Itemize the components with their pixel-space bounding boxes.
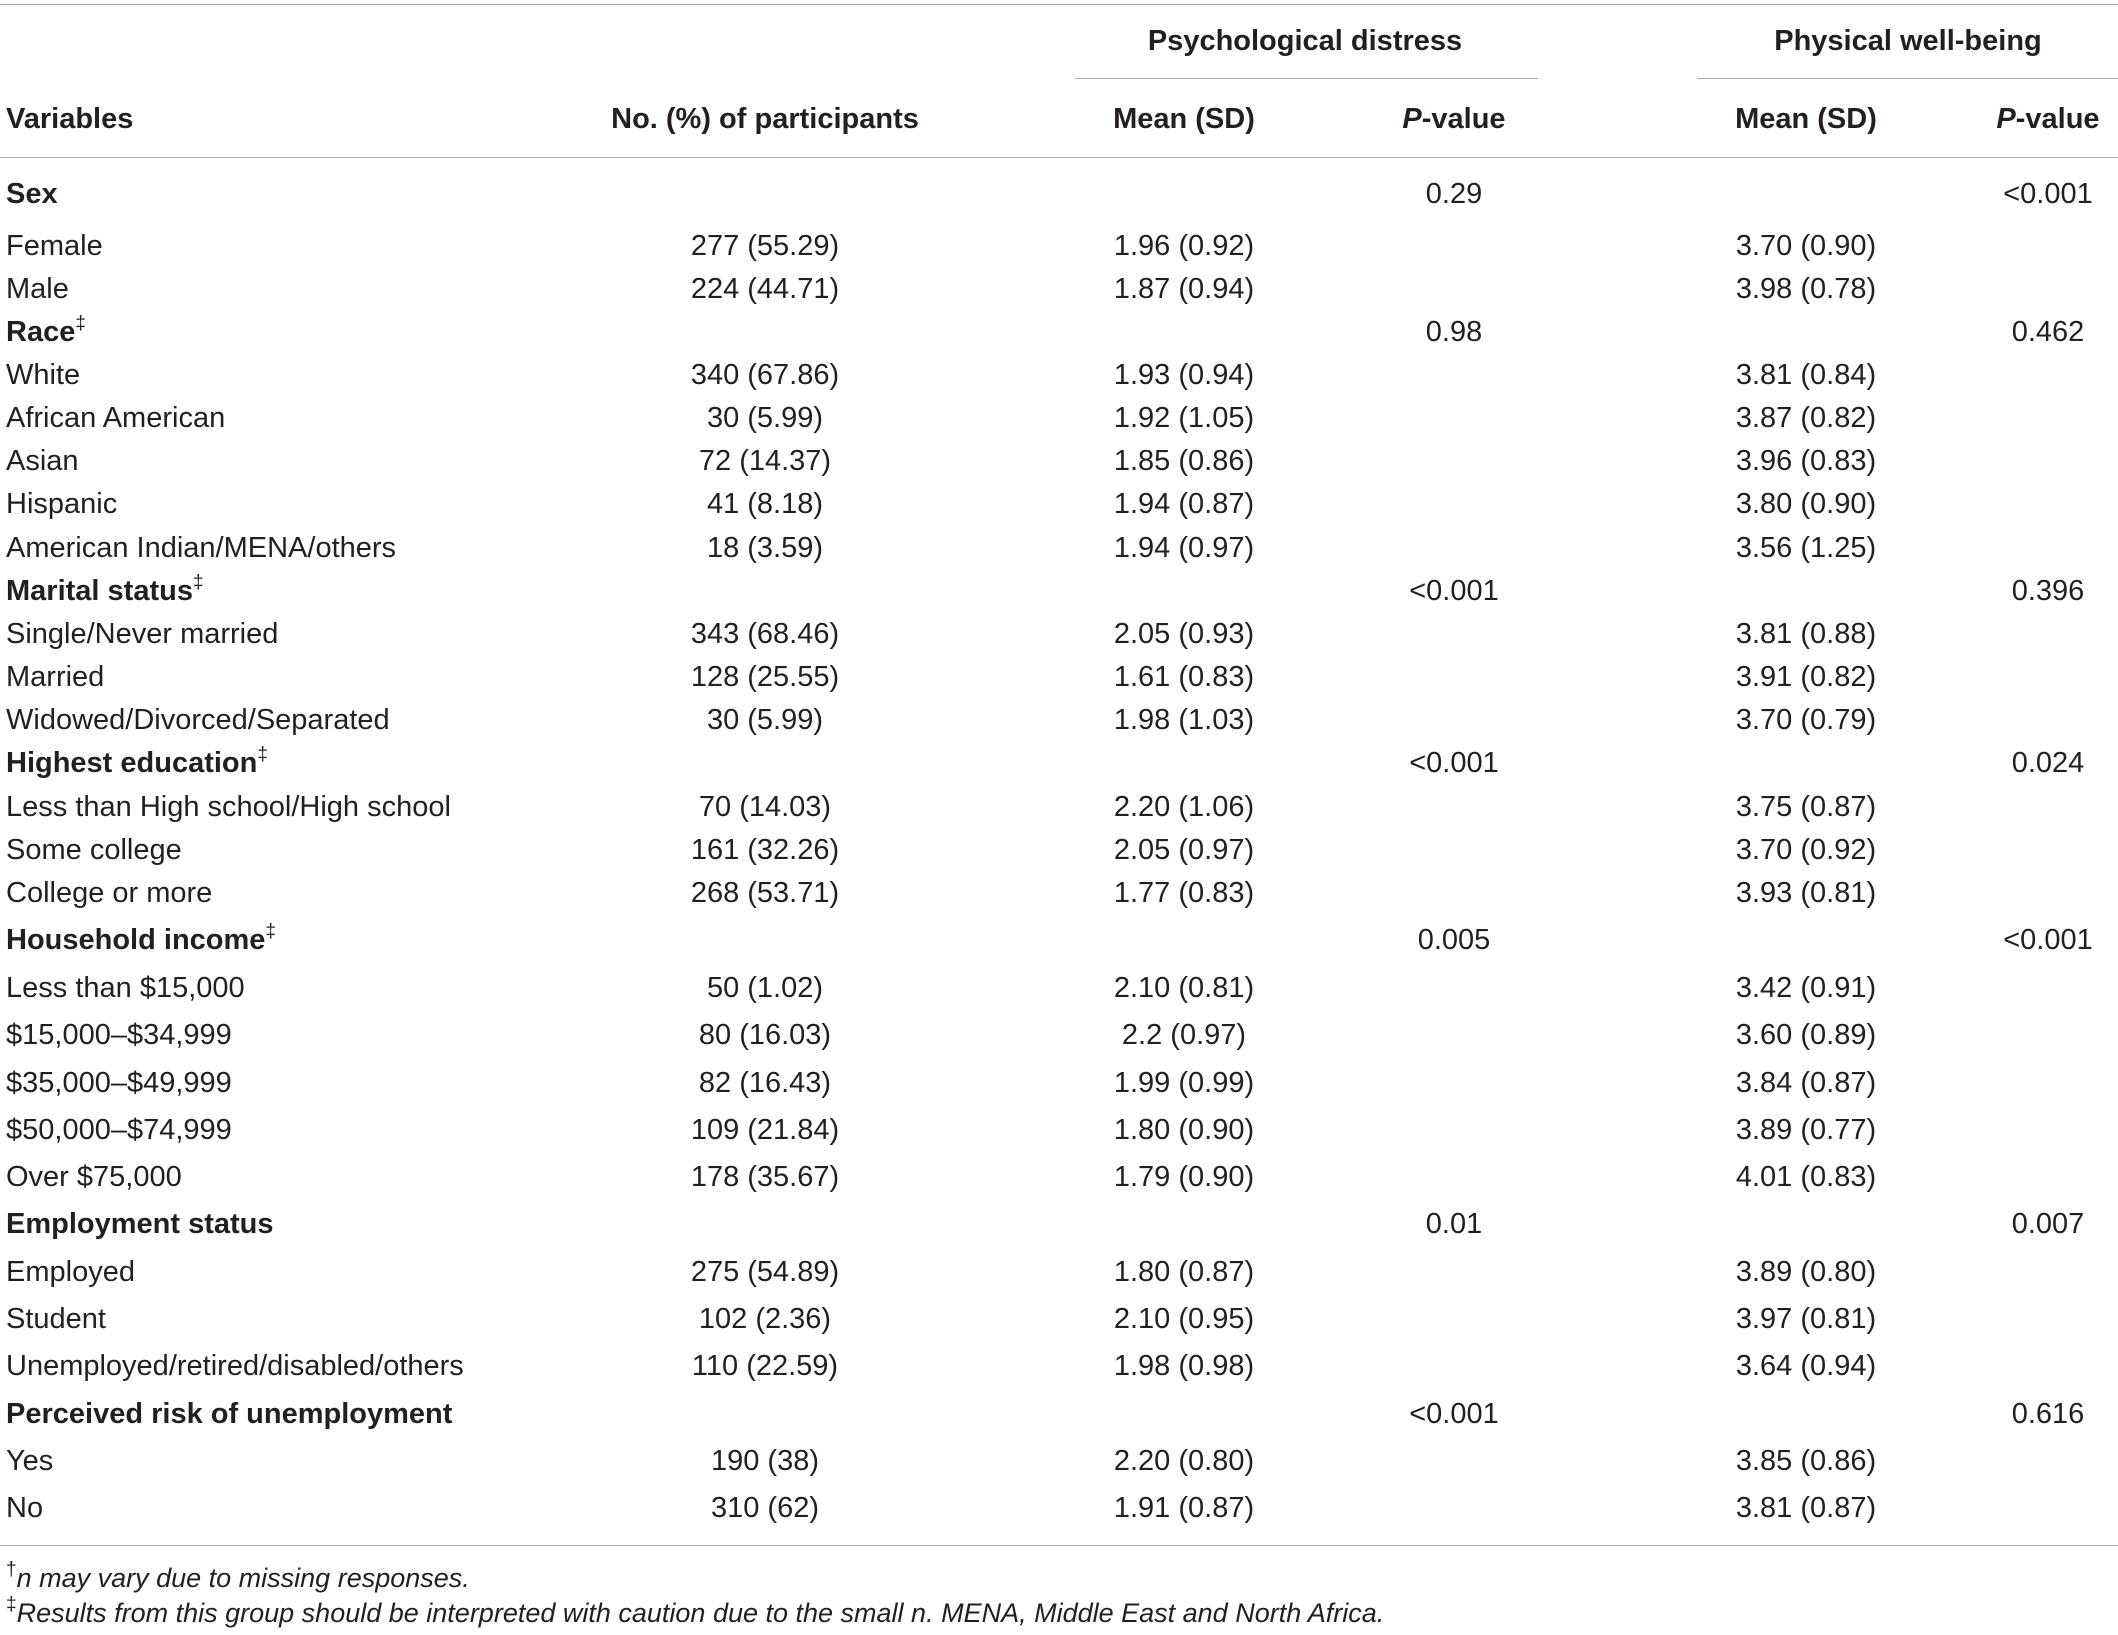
- psych-mean-cell-text: 1.80 (0.87): [1113, 1256, 1255, 1288]
- psych-mean-cell-text: 1.93 (0.94): [1113, 359, 1255, 391]
- phys-p-cell-text: 0.024: [2011, 747, 2085, 779]
- psych-mean-cell: [1034, 358, 1334, 392]
- row-label: [6, 703, 390, 737]
- footnote-marker: ‡: [265, 921, 276, 942]
- participants-cell: [505, 1444, 1025, 1478]
- phys-p-cell: [1918, 1207, 2118, 1241]
- participants-cell: [505, 1066, 1025, 1100]
- phys-mean-cell: [1656, 1444, 1956, 1478]
- footnote-text: n may vary due to missing responses.: [16, 1563, 470, 1593]
- section-label: [6, 1397, 452, 1431]
- row-label-text: Married: [6, 661, 105, 693]
- phys-mean-cell: [1656, 660, 1956, 694]
- row-label-text: Less than High school/High school: [6, 791, 451, 823]
- psych-mean-cell: [1034, 833, 1334, 867]
- psych-mean-cell: [1034, 401, 1334, 435]
- psych-mean-cell: [1034, 1444, 1334, 1478]
- psych-p-cell-text: <0.001: [1409, 1398, 1499, 1430]
- row-label: [6, 487, 117, 521]
- participants-cell: [505, 358, 1025, 392]
- psych-p-cell-text: <0.001: [1409, 575, 1499, 607]
- p-letter: P: [1996, 103, 2016, 135]
- participants-cell: [505, 617, 1025, 651]
- psych-p-cell-text: <0.001: [1409, 747, 1499, 779]
- phys-mean-cell-text: 3.97 (0.81): [1735, 1303, 1877, 1335]
- section-label: [6, 923, 276, 957]
- phys-mean-cell-text: 3.89 (0.80): [1735, 1256, 1877, 1288]
- row-label: [6, 971, 245, 1005]
- psych-mean-cell: [1034, 1349, 1334, 1383]
- group-header-physical-well-being: Physical well-being: [1774, 25, 2042, 57]
- phys-p-cell-text: <0.001: [2003, 924, 2093, 956]
- psych-mean-cell: [1034, 1066, 1334, 1100]
- section-label-text: Household income: [6, 924, 266, 956]
- footnote-marker: ‡: [75, 313, 86, 334]
- phys-mean-cell-text: 3.85 (0.86): [1735, 1445, 1877, 1477]
- psych-mean-cell-text: 1.61 (0.83): [1113, 661, 1255, 693]
- phys-mean-cell-text: 3.89 (0.77): [1735, 1114, 1877, 1146]
- participants-cell-text: 70 (14.03): [698, 791, 832, 823]
- psych-p-cell-text: 0.29: [1425, 178, 1483, 210]
- phys-mean-cell: [1656, 833, 1956, 867]
- footnote-symbol: ‡: [6, 1594, 17, 1615]
- participants-cell: [505, 876, 1025, 910]
- phys-mean-cell: [1656, 790, 1956, 824]
- row-label: [6, 660, 104, 694]
- phys-p-cell-text: <0.001: [2003, 178, 2093, 210]
- section-label: [6, 315, 86, 349]
- footnote-symbol: †: [6, 1559, 17, 1580]
- phys-mean-cell-text: 3.91 (0.82): [1735, 661, 1877, 693]
- psych-mean-cell: [1034, 1302, 1334, 1336]
- header-rule: [0, 157, 2118, 158]
- phys-group-rule: [1697, 78, 2118, 79]
- phys-p-cell: [1918, 923, 2118, 957]
- phys-mean-cell: [1656, 703, 1956, 737]
- phys-mean-cell: [1656, 229, 1956, 263]
- section-label: [6, 1207, 274, 1241]
- phys-p-cell: [1918, 315, 2118, 349]
- psych-mean-cell-text: 1.87 (0.94): [1113, 273, 1255, 305]
- psych-mean-cell-text: 1.77 (0.83): [1113, 877, 1255, 909]
- section-label-text: Perceived risk of unemployment: [6, 1398, 453, 1430]
- psych-mean-cell: [1034, 229, 1334, 263]
- psych-mean-cell-text: 2.2 (0.97): [1121, 1019, 1247, 1051]
- section-label-text: Sex: [6, 178, 58, 210]
- top-rule: [0, 4, 2118, 5]
- row-label-text: Unemployed/retired/disabled/others: [6, 1350, 464, 1382]
- psych-mean-cell-text: 2.05 (0.97): [1113, 834, 1255, 866]
- phys-mean-cell: [1656, 444, 1956, 478]
- p-letter: P: [1402, 103, 1422, 135]
- row-label-text: Female: [6, 230, 103, 262]
- row-label: [6, 833, 182, 867]
- psych-p-cell: [1324, 746, 1584, 780]
- participants-cell-text: 30 (5.99): [706, 402, 824, 434]
- participants-cell: [505, 833, 1025, 867]
- row-label-text: Some college: [6, 834, 182, 866]
- row-label-text: Over $75,000: [6, 1161, 182, 1193]
- phys-mean-cell-text: 3.93 (0.81): [1735, 877, 1877, 909]
- phys-p-cell: [1918, 746, 2118, 780]
- psych-mean-cell-text: 1.94 (0.87): [1113, 488, 1255, 520]
- phys-mean-cell-text: 3.64 (0.94): [1735, 1350, 1877, 1382]
- participants-cell: [505, 660, 1025, 694]
- section-label-text: Marital status: [6, 575, 193, 607]
- row-label: [6, 1302, 106, 1336]
- participants-cell-text: 340 (67.86): [690, 359, 840, 391]
- row-label-text: American Indian/MENA/others: [6, 532, 397, 564]
- phys-mean-cell: [1656, 617, 1956, 651]
- participants-cell: [505, 1018, 1025, 1052]
- participants-cell: [505, 1349, 1025, 1383]
- psych-group-rule: [1075, 78, 1538, 79]
- psych-mean-cell-text: 1.80 (0.90): [1113, 1114, 1255, 1146]
- row-label-text: Male: [6, 273, 69, 305]
- psych-p-cell: [1324, 1207, 1584, 1241]
- row-label-text: African American: [6, 402, 226, 434]
- row-label-text: Single/Never married: [6, 618, 279, 650]
- phys-mean-cell: [1656, 401, 1956, 435]
- row-label: [6, 1160, 182, 1194]
- phys-mean-cell-text: 3.42 (0.91): [1735, 972, 1877, 1004]
- participants-cell-text: 224 (44.71): [690, 273, 840, 305]
- phys-mean-cell: [1656, 1113, 1956, 1147]
- participants-cell: [505, 531, 1025, 565]
- phys-p-cell: [1918, 1397, 2118, 1431]
- phys-p-cell-text: 0.396: [2011, 575, 2085, 607]
- participants-cell-text: 30 (5.99): [706, 704, 824, 736]
- psych-mean-cell-text: 1.98 (1.03): [1113, 704, 1255, 736]
- psych-mean-cell-text: 2.20 (0.80): [1113, 1445, 1255, 1477]
- row-label: [6, 1255, 135, 1289]
- row-label: [6, 444, 79, 478]
- participants-cell: [505, 1491, 1025, 1525]
- psych-mean-cell-text: 1.99 (0.99): [1113, 1067, 1255, 1099]
- row-label: [6, 531, 396, 565]
- row-label-text: Hispanic: [6, 488, 118, 520]
- participants-cell-text: 275 (54.89): [690, 1256, 840, 1288]
- phys-mean-cell-text: 3.70 (0.79): [1735, 704, 1877, 736]
- col-header-psych-mean: Mean (SD): [1113, 103, 1255, 135]
- psych-mean-cell-text: 1.96 (0.92): [1113, 230, 1255, 262]
- participants-cell-text: 80 (16.03): [698, 1019, 832, 1051]
- section-label: [6, 574, 204, 608]
- row-label: [6, 229, 103, 263]
- participants-cell: [505, 790, 1025, 824]
- psych-mean-cell: [1034, 703, 1334, 737]
- phys-mean-cell-text: 3.96 (0.83): [1735, 445, 1877, 477]
- psych-mean-cell: [1034, 790, 1334, 824]
- phys-mean-cell: [1656, 1491, 1956, 1525]
- psych-mean-cell: [1034, 971, 1334, 1005]
- row-label: [6, 1066, 232, 1100]
- participants-cell-text: 41 (8.18): [706, 488, 824, 520]
- section-label-text: Race: [6, 316, 76, 348]
- phys-p-cell: [1918, 177, 2118, 211]
- psych-mean-cell: [1034, 1018, 1334, 1052]
- participants-cell-text: 110 (22.59): [691, 1350, 839, 1382]
- row-label-text: Less than $15,000: [6, 972, 245, 1004]
- phys-mean-cell: [1656, 272, 1956, 306]
- phys-mean-cell-text: 3.87 (0.82): [1735, 402, 1877, 434]
- participants-cell-text: 102 (2.36): [698, 1303, 832, 1335]
- footnote-marker: ‡: [257, 744, 268, 765]
- row-label-text: $50,000–$74,999: [6, 1114, 232, 1146]
- row-label: [6, 1444, 53, 1478]
- phys-mean-cell-text: 3.70 (0.90): [1735, 230, 1877, 262]
- psych-mean-cell: [1034, 660, 1334, 694]
- participants-cell: [505, 1160, 1025, 1194]
- row-label: [6, 1349, 464, 1383]
- phys-mean-cell-text: 3.84 (0.87): [1735, 1067, 1877, 1099]
- psych-mean-cell-text: 1.92 (1.05): [1113, 402, 1255, 434]
- phys-mean-cell-text: 3.60 (0.89): [1735, 1019, 1877, 1051]
- row-label-text: $15,000–$34,999: [6, 1019, 232, 1051]
- phys-mean-cell: [1656, 1066, 1956, 1100]
- phys-p-cell-text: 0.616: [2011, 1398, 2085, 1430]
- col-header-phys-p: [1918, 102, 2118, 136]
- participants-cell: [505, 401, 1025, 435]
- participants-cell: [505, 229, 1025, 263]
- phys-mean-cell-text: 3.98 (0.78): [1735, 273, 1877, 305]
- psych-p-cell-text: 0.005: [1417, 924, 1491, 956]
- row-label-text: Asian: [6, 445, 79, 477]
- row-label: [6, 1113, 232, 1147]
- participants-cell: [505, 1113, 1025, 1147]
- psych-mean-cell: [1034, 444, 1334, 478]
- phys-mean-cell-text: 3.70 (0.92): [1735, 834, 1877, 866]
- psych-p-cell-text: 0.98: [1425, 316, 1483, 348]
- group-header-psychological-distress: Psychological distress: [1147, 25, 1463, 57]
- psych-mean-cell-text: 2.05 (0.93): [1113, 618, 1255, 650]
- row-label-text: White: [6, 359, 81, 391]
- participants-cell-text: 277 (55.29): [690, 230, 840, 262]
- row-label: [6, 358, 80, 392]
- section-label-text: Highest education: [6, 747, 258, 779]
- phys-mean-cell-text: 3.56 (1.25): [1735, 532, 1877, 564]
- participants-cell: [505, 487, 1025, 521]
- phys-p-cell-text: 0.007: [2011, 1208, 2085, 1240]
- row-label: [6, 617, 278, 651]
- row-label-text: Yes: [6, 1445, 54, 1477]
- row-label: [6, 1491, 43, 1525]
- col-header-participants: No. (%) of participants: [611, 103, 919, 135]
- psych-mean-cell-text: 1.94 (0.97): [1113, 532, 1255, 564]
- psych-mean-cell: [1034, 487, 1334, 521]
- phys-mean-cell: [1656, 1018, 1956, 1052]
- participants-cell-text: 178 (35.67): [690, 1161, 840, 1193]
- psych-mean-cell-text: 1.98 (0.98): [1113, 1350, 1255, 1382]
- col-header-variables: Variables: [6, 103, 134, 135]
- row-label-text: $35,000–$49,999: [6, 1067, 232, 1099]
- phys-mean-cell: [1656, 1349, 1956, 1383]
- footnote-1: [6, 1559, 470, 1594]
- psych-p-cell: [1324, 574, 1584, 608]
- row-label-text: Student: [6, 1303, 106, 1335]
- footnote-text: Results from this group should be interpreted with caution due to the small n. MENA, Middle East and North Africa.: [16, 1598, 1385, 1628]
- psych-mean-cell: [1034, 272, 1334, 306]
- row-label-text: No: [6, 1492, 44, 1524]
- psych-mean-cell: [1034, 1113, 1334, 1147]
- psych-mean-cell-text: 2.10 (0.95): [1113, 1303, 1255, 1335]
- phys-mean-cell-text: 4.01 (0.83): [1735, 1161, 1877, 1193]
- participants-cell-text: 190 (38): [710, 1445, 819, 1477]
- section-label: [6, 177, 58, 211]
- participants-cell-text: 268 (53.71): [690, 877, 840, 909]
- psych-p-cell-text: 0.01: [1425, 1208, 1483, 1240]
- phys-mean-cell: [1656, 876, 1956, 910]
- phys-mean-cell: [1656, 971, 1956, 1005]
- col-header-psych-p: [1324, 102, 1584, 136]
- psych-mean-cell-text: 1.85 (0.86): [1113, 445, 1255, 477]
- row-label: [6, 1018, 232, 1052]
- phys-p-cell: [1918, 574, 2118, 608]
- row-label: [6, 401, 225, 435]
- participants-cell-text: 109 (21.84): [690, 1114, 840, 1146]
- phys-mean-cell-text: 3.81 (0.84): [1735, 359, 1877, 391]
- participants-cell-text: 18 (3.59): [706, 532, 824, 564]
- participants-cell: [505, 272, 1025, 306]
- phys-p-cell-text: 0.462: [2011, 316, 2085, 348]
- psych-p-cell: [1324, 1397, 1584, 1431]
- psych-p-cell: [1324, 315, 1584, 349]
- p-suffix: -value: [1421, 103, 1506, 135]
- p-suffix: -value: [2015, 103, 2100, 135]
- participants-cell-text: 128 (25.55): [690, 661, 840, 693]
- participants-cell: [505, 444, 1025, 478]
- row-label-text: College or more: [6, 877, 213, 909]
- row-label: [6, 876, 212, 910]
- participants-cell: [505, 1302, 1025, 1336]
- phys-mean-cell: [1656, 358, 1956, 392]
- psych-p-cell: [1324, 177, 1584, 211]
- phys-mean-cell: [1656, 1160, 1956, 1194]
- phys-mean-cell: [1656, 1255, 1956, 1289]
- phys-mean-cell-text: 3.81 (0.88): [1735, 618, 1877, 650]
- participants-cell: [505, 703, 1025, 737]
- psych-mean-cell: [1034, 1160, 1334, 1194]
- phys-mean-cell: [1656, 1302, 1956, 1336]
- footnote-2: [6, 1594, 1385, 1629]
- section-label-text: Employment status: [6, 1208, 274, 1240]
- phys-mean-cell: [1656, 531, 1956, 565]
- psych-mean-cell: [1034, 531, 1334, 565]
- section-label: [6, 746, 268, 780]
- row-label: [6, 272, 69, 306]
- participants-cell-text: 310 (62): [710, 1492, 819, 1524]
- row-label: [6, 790, 451, 824]
- col-header-phys-mean: Mean (SD): [1735, 103, 1877, 135]
- row-label-text: Employed: [6, 1256, 135, 1288]
- row-label-text: Widowed/Divorced/Separated: [6, 704, 390, 736]
- phys-mean-cell-text: 3.81 (0.87): [1735, 1492, 1877, 1524]
- participants-cell: [505, 1255, 1025, 1289]
- psych-mean-cell: [1034, 1491, 1334, 1525]
- participants-cell-text: 82 (16.43): [698, 1067, 832, 1099]
- participants-cell-text: 50 (1.02): [706, 972, 824, 1004]
- phys-mean-cell-text: 3.75 (0.87): [1735, 791, 1877, 823]
- psych-mean-cell: [1034, 617, 1334, 651]
- bottom-rule: [0, 1545, 2118, 1546]
- phys-mean-cell-text: 3.80 (0.90): [1735, 488, 1877, 520]
- phys-mean-cell: [1656, 487, 1956, 521]
- participants-cell-text: 161 (32.26): [690, 834, 840, 866]
- psych-p-cell: [1324, 923, 1584, 957]
- psych-mean-cell-text: 2.20 (1.06): [1113, 791, 1255, 823]
- psych-mean-cell: [1034, 876, 1334, 910]
- participants-cell: [505, 971, 1025, 1005]
- participants-cell-text: 72 (14.37): [698, 445, 832, 477]
- psych-mean-cell-text: 1.91 (0.87): [1113, 1492, 1255, 1524]
- psych-mean-cell: [1034, 1255, 1334, 1289]
- participants-cell-text: 343 (68.46): [690, 618, 840, 650]
- psych-mean-cell-text: 1.79 (0.90): [1113, 1161, 1255, 1193]
- psych-mean-cell-text: 2.10 (0.81): [1113, 972, 1255, 1004]
- footnote-marker: ‡: [192, 572, 204, 593]
